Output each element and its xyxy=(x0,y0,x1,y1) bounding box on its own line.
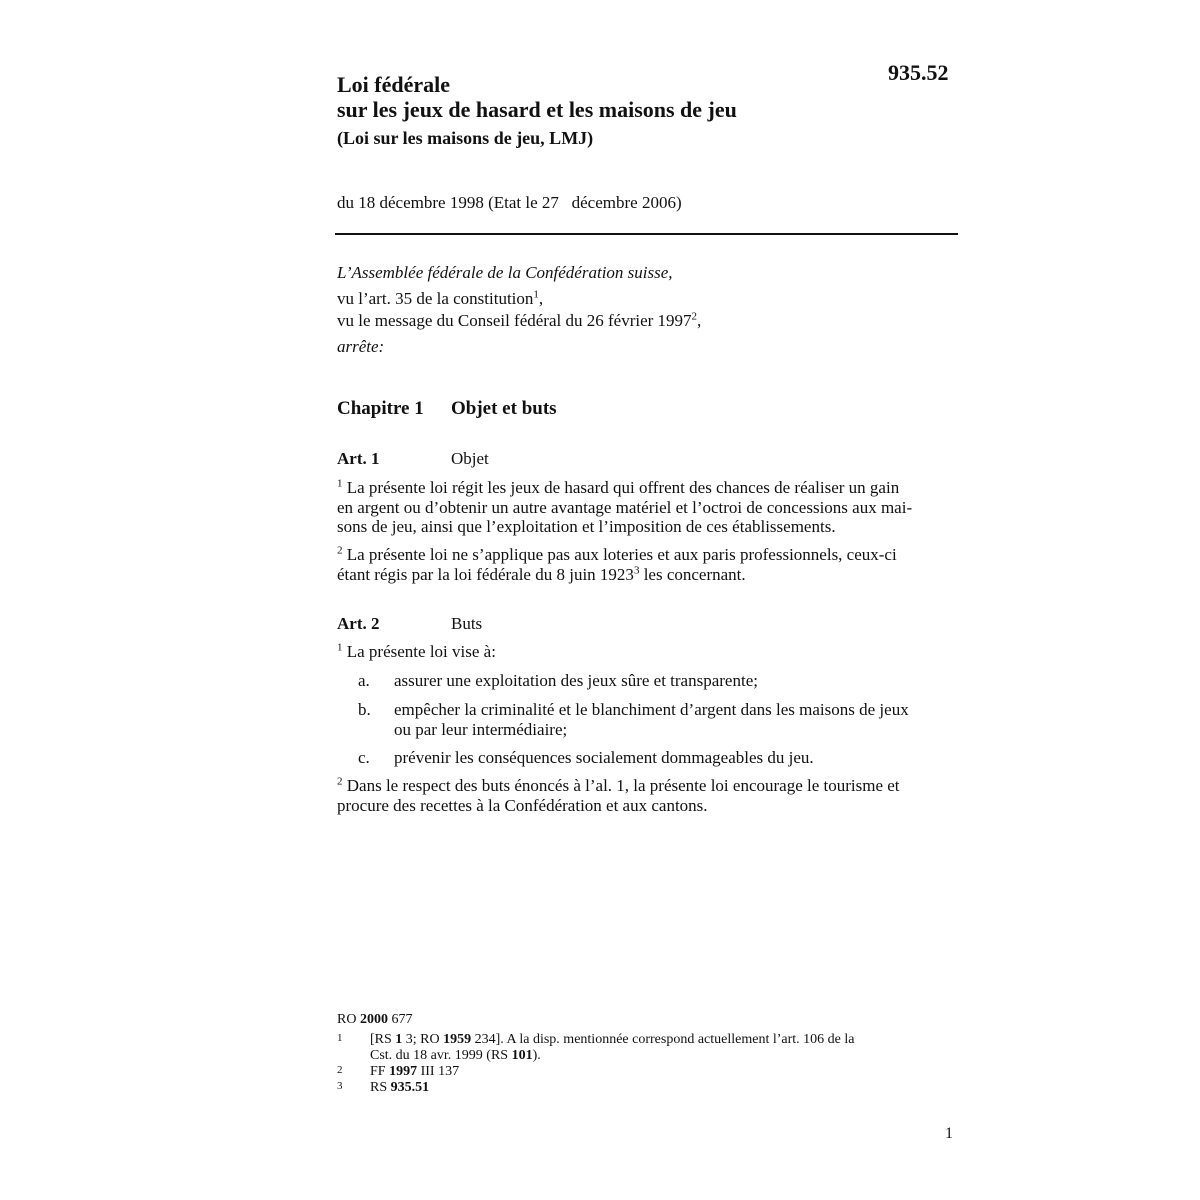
footnote-ref-3[interactable]: 3 xyxy=(633,563,640,576)
list-item-text: empêcher la criminalité et le blanchiment d’argent dans les maisons de jeux ou par leur intermédiaire; xyxy=(394,700,909,739)
preamble-vu2-text: vu le message du Conseil fédéral du 26 février 1997 xyxy=(337,311,692,330)
footnote-ref-1[interactable]: 1 xyxy=(533,288,539,301)
art-1-heading xyxy=(337,449,954,469)
law-title-subject: sur les jeux de hasard et les maisons de jeu xyxy=(337,97,737,122)
art-2-heading xyxy=(337,614,954,634)
list-item-letter: a. xyxy=(358,671,370,690)
law-short-title: (Loi sur les maisons de jeu, LMJ) xyxy=(337,128,594,148)
preamble-vu1-end: , xyxy=(538,289,544,308)
art-1-para-2-number: 2 xyxy=(337,544,343,557)
footnote-3-number: 3 xyxy=(337,1080,343,1092)
footnote-2-text: FF 1997 III 137 xyxy=(370,1064,460,1079)
preamble-vu-constitution xyxy=(337,289,954,309)
art-2-para-2-line-1: Dans le respect des buts énoncés à l’al. 1, la présente loi encourage le tourisme et xyxy=(342,776,900,795)
preamble-vu1-text: vu l’art. 35 de la constitution xyxy=(337,289,534,308)
footnote-1-text: [RS 1 3; RO 1959 234]. A la disp. mentionnée correspond actuellement l’art. 106 de la Cst. du 18 avr. 1999 (RS 101). xyxy=(370,1032,855,1063)
chapter-1-title: Objet et buts xyxy=(451,398,557,419)
preamble-vu2-end: , xyxy=(697,311,702,330)
preamble-vu-message xyxy=(337,311,954,331)
art-1-para-1-line-3: sons de jeu, ainsi que l’exploitation et l’imposition de ces établissements. xyxy=(337,517,836,536)
footnote-1-number: 1 xyxy=(337,1032,343,1044)
art-1-para-1 xyxy=(337,478,954,537)
art-1-para-2-line-2: étant régis par la loi fédérale du 8 juin 1923$^3$ les concernant. xyxy=(337,563,746,584)
law-title: Loi fédérale xyxy=(337,72,451,97)
art-1-para-2-line-1: La présente loi ne s’applique pas aux loteries et aux paris professionnels, ceux-ci xyxy=(342,545,897,564)
art-2-para-2 xyxy=(337,776,954,815)
chapter-1-number: Chapitre 1 xyxy=(337,398,424,419)
art-2-para-1-text: La présente loi vise à: xyxy=(342,642,496,661)
preamble-arrete: arrête: xyxy=(337,337,385,356)
list-item-letter: b. xyxy=(358,700,371,719)
footnote-2-number: 2 xyxy=(337,1064,343,1076)
art-2-para-2-number: 2 xyxy=(337,775,343,788)
art-2-para-1 xyxy=(337,642,954,662)
art-2-para-1-number: 1 xyxy=(337,641,343,654)
page-number: 1 xyxy=(945,1125,953,1142)
chapter-1-heading xyxy=(337,398,557,420)
header-divider xyxy=(335,233,958,235)
footnote-3-text: RS 935.51 xyxy=(370,1080,430,1095)
footnote-ro: RO 2000 677 xyxy=(337,1012,413,1027)
footnote-ref-2[interactable]: 2 xyxy=(691,310,698,323)
art-1-para-1-number: 1 xyxy=(337,477,343,490)
art-2-goals-list xyxy=(337,671,954,771)
art-1-para-1-line-2: en argent ou d’obtenir un autre avantage matériel et l’octroi de concessions aux mai- xyxy=(337,497,913,517)
art-1-number: Art. 1 xyxy=(337,449,380,468)
law-date: du 18 décembre 1998 (Etat le 27 décembre 2006) xyxy=(337,193,682,212)
art-1-para-2 xyxy=(337,545,954,584)
art-2-para-2-line-2: procure des recettes à la Confédération et aux cantons. xyxy=(337,795,708,815)
list-item-text: assurer une exploitation des jeux sûre et transparente; xyxy=(394,671,758,690)
art-1-para-1-line-1: La présente loi régit les jeux de hasard qui offrent des chances de réaliser un gain xyxy=(342,478,900,497)
list-item-text: prévenir les conséquences socialement dommageables du jeu. xyxy=(394,748,814,767)
preamble-assembly: L’Assemblée fédérale de la Confédération suisse, xyxy=(337,263,673,282)
art-2-title: Buts xyxy=(451,614,483,633)
art-2-number: Art. 2 xyxy=(337,614,380,633)
art-1-title: Objet xyxy=(451,449,489,468)
sr-number: 935.52 xyxy=(888,60,949,85)
list-item-letter: c. xyxy=(358,748,370,767)
